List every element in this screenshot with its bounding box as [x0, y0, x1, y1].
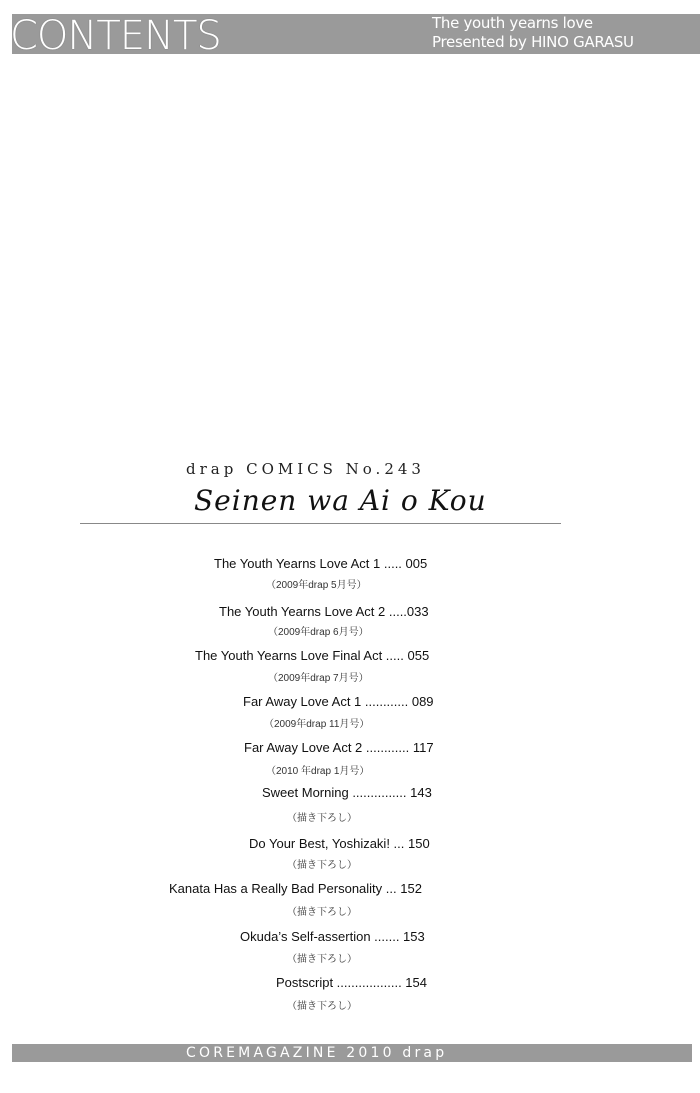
publisher-footer: COREMAGAZINE 2010 drap: [186, 1045, 448, 1061]
series-number: drap COMICS No.243: [186, 460, 425, 478]
toc-entry-note: （2009年drap 6月号）: [268, 627, 369, 638]
toc-entry-note: （描き下ろし）: [287, 954, 357, 965]
toc-entry-title: The Youth Yearns Love Act 1 ..... 005: [214, 556, 428, 571]
toc-entry-note: （描き下ろし）: [287, 907, 357, 918]
header-subtitle: [432, 14, 634, 52]
toc-entry-title: Do Your Best, Yoshizaki! ... 150: [249, 836, 430, 851]
toc-entry-title: Kanata Has a Really Bad Personality ... 152: [169, 881, 422, 896]
toc-entry-title: Postscript .................. 154: [276, 975, 427, 990]
toc-entry-note: （描き下ろし）: [287, 860, 357, 871]
toc-entry-note: （描き下ろし）: [287, 1001, 357, 1012]
toc-entry-note: （2010 年drap 1月号）: [266, 766, 370, 777]
page-title: CONTENTS: [10, 13, 221, 59]
title-divider: [80, 523, 561, 524]
author-credit: Presented by HINO GARASU: [432, 33, 634, 51]
toc-entry-title: The Youth Yearns Love Final Act ..... 055: [195, 648, 430, 663]
book-english-title: The youth yearns love: [432, 14, 593, 32]
toc-entry-title: The Youth Yearns Love Act 2 .....033: [219, 604, 429, 619]
toc-entry-title: Far Away Love Act 1 ............ 089: [243, 694, 434, 709]
toc-entry-note: （2009年drap 11月号）: [264, 719, 370, 730]
toc-entry-title: Sweet Morning ............... 143: [262, 785, 432, 800]
book-title: Seinen wa Ai o Kou: [194, 484, 487, 517]
toc-entry-title: Far Away Love Act 2 ............ 117: [244, 740, 434, 755]
toc-entry-note: （2009年drap 5月号）: [266, 580, 367, 591]
toc-entry-note: （描き下ろし）: [287, 813, 357, 824]
toc-entry-note: （2009年drap 7月号）: [268, 673, 369, 684]
toc-entry-title: Okuda’s Self-assertion ....... 153: [240, 929, 425, 944]
